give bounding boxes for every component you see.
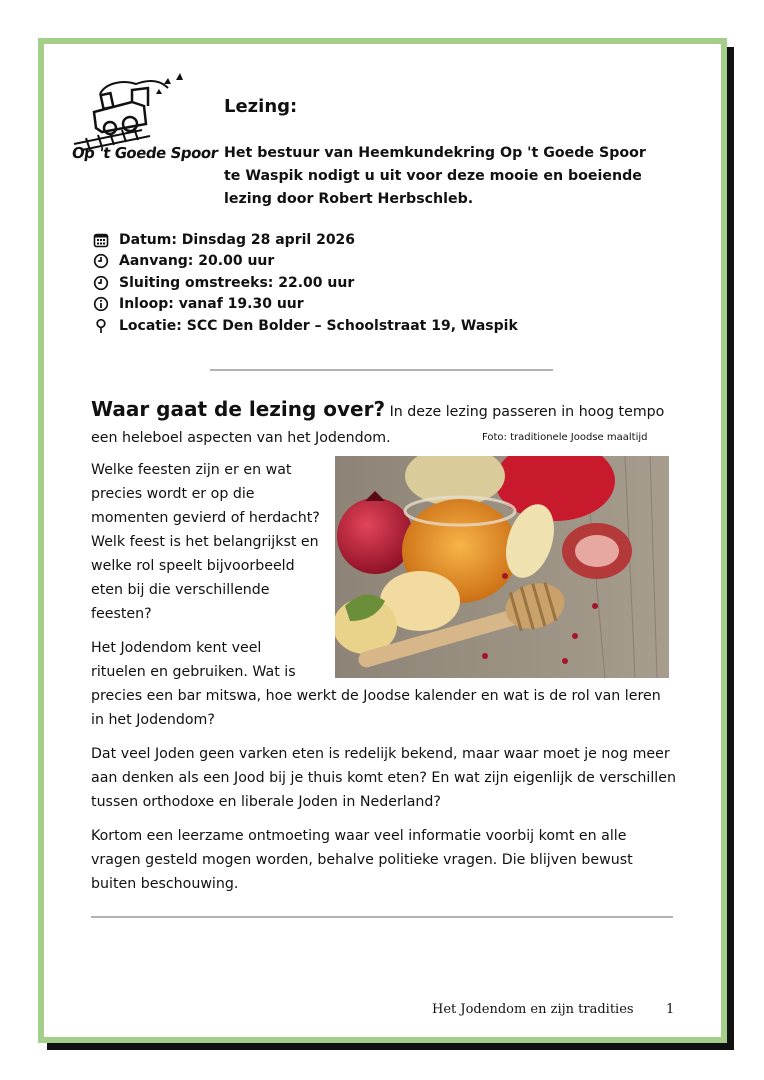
detail-location bbox=[92, 315, 692, 337]
detail-date-text: Datum: Dinsdag 28 april 2026 bbox=[119, 231, 356, 248]
calendar-icon bbox=[92, 231, 110, 249]
detail-start bbox=[92, 251, 692, 273]
page-title: Lezing: bbox=[224, 96, 298, 117]
photo-spacer bbox=[326, 458, 676, 672]
info-icon bbox=[92, 295, 110, 313]
paragraph: Het Jodendom kent veel rituelen en gebruiken. Wat is precies een bar mitswa, hoe werkt de Joodse kalender en wat is de rol van leren in het Jodendom? bbox=[91, 640, 661, 728]
event-details bbox=[92, 229, 692, 337]
clock-icon bbox=[92, 252, 110, 270]
detail-start-text: Aanvang: 20.00 uur bbox=[119, 253, 275, 270]
location-pin-icon bbox=[92, 317, 110, 335]
clock-icon bbox=[92, 274, 110, 292]
logo-text: Op 't Goede Spoor bbox=[70, 144, 219, 162]
train-logo-icon bbox=[72, 72, 218, 152]
paragraph: Kortom een leerzame ontmoeting waar veel informatie voorbij komt en alle vragen gesteld mogen worden, behalve politieke vragen. Die blijven bewust buiten beschouwing. bbox=[91, 828, 633, 892]
photo-caption: Foto: traditionele Joodse maaltijd bbox=[482, 432, 648, 443]
detail-date bbox=[92, 229, 692, 251]
paragraph: Dat veel Joden geen varken eten is redelijk bekend, maar waar moet je nog meer aan denken als een Jood bij je thuis komt eten? En wat zijn eigenlijk de verschillen tussen orthodoxe en liberale Joden in Nederland? bbox=[91, 746, 676, 810]
section-lead: In deze lezing passeren in hoog tempo een heleboel aspecten van het Jodendom. bbox=[91, 404, 665, 446]
detail-end bbox=[92, 272, 692, 294]
article-body bbox=[91, 458, 676, 906]
section-heading: Waar gaat de lezing over? bbox=[91, 397, 386, 421]
logo bbox=[72, 72, 218, 192]
footer-title: Het Jodendom en zijn tradities bbox=[432, 1002, 634, 1017]
divider-top bbox=[210, 369, 553, 371]
page-number: 1 bbox=[666, 1002, 675, 1017]
detail-entry-text: Inloop: vanaf 19.30 uur bbox=[119, 296, 304, 313]
divider-bottom bbox=[91, 916, 673, 918]
intro-text: Het bestuur van Heemkundekring Op 't Goede Spoor te Waspik nodigt u uit voor deze mooie en boeiende lezing door Robert Herbschleb. bbox=[224, 145, 646, 207]
detail-entry bbox=[92, 294, 692, 316]
paragraph: Welke feesten zijn er en wat precies wordt er op die momenten gevierd of herdacht? Welk feest is het belangrijkst en welke rol speelt bijvoorbeeld eten bij die verschillende feesten? bbox=[91, 462, 320, 622]
detail-end-text: Sluiting omstreeks: 22.00 uur bbox=[119, 274, 355, 291]
detail-location-text: Locatie: SCC Den Bolder – Schoolstraat 19, Waspik bbox=[119, 317, 518, 334]
